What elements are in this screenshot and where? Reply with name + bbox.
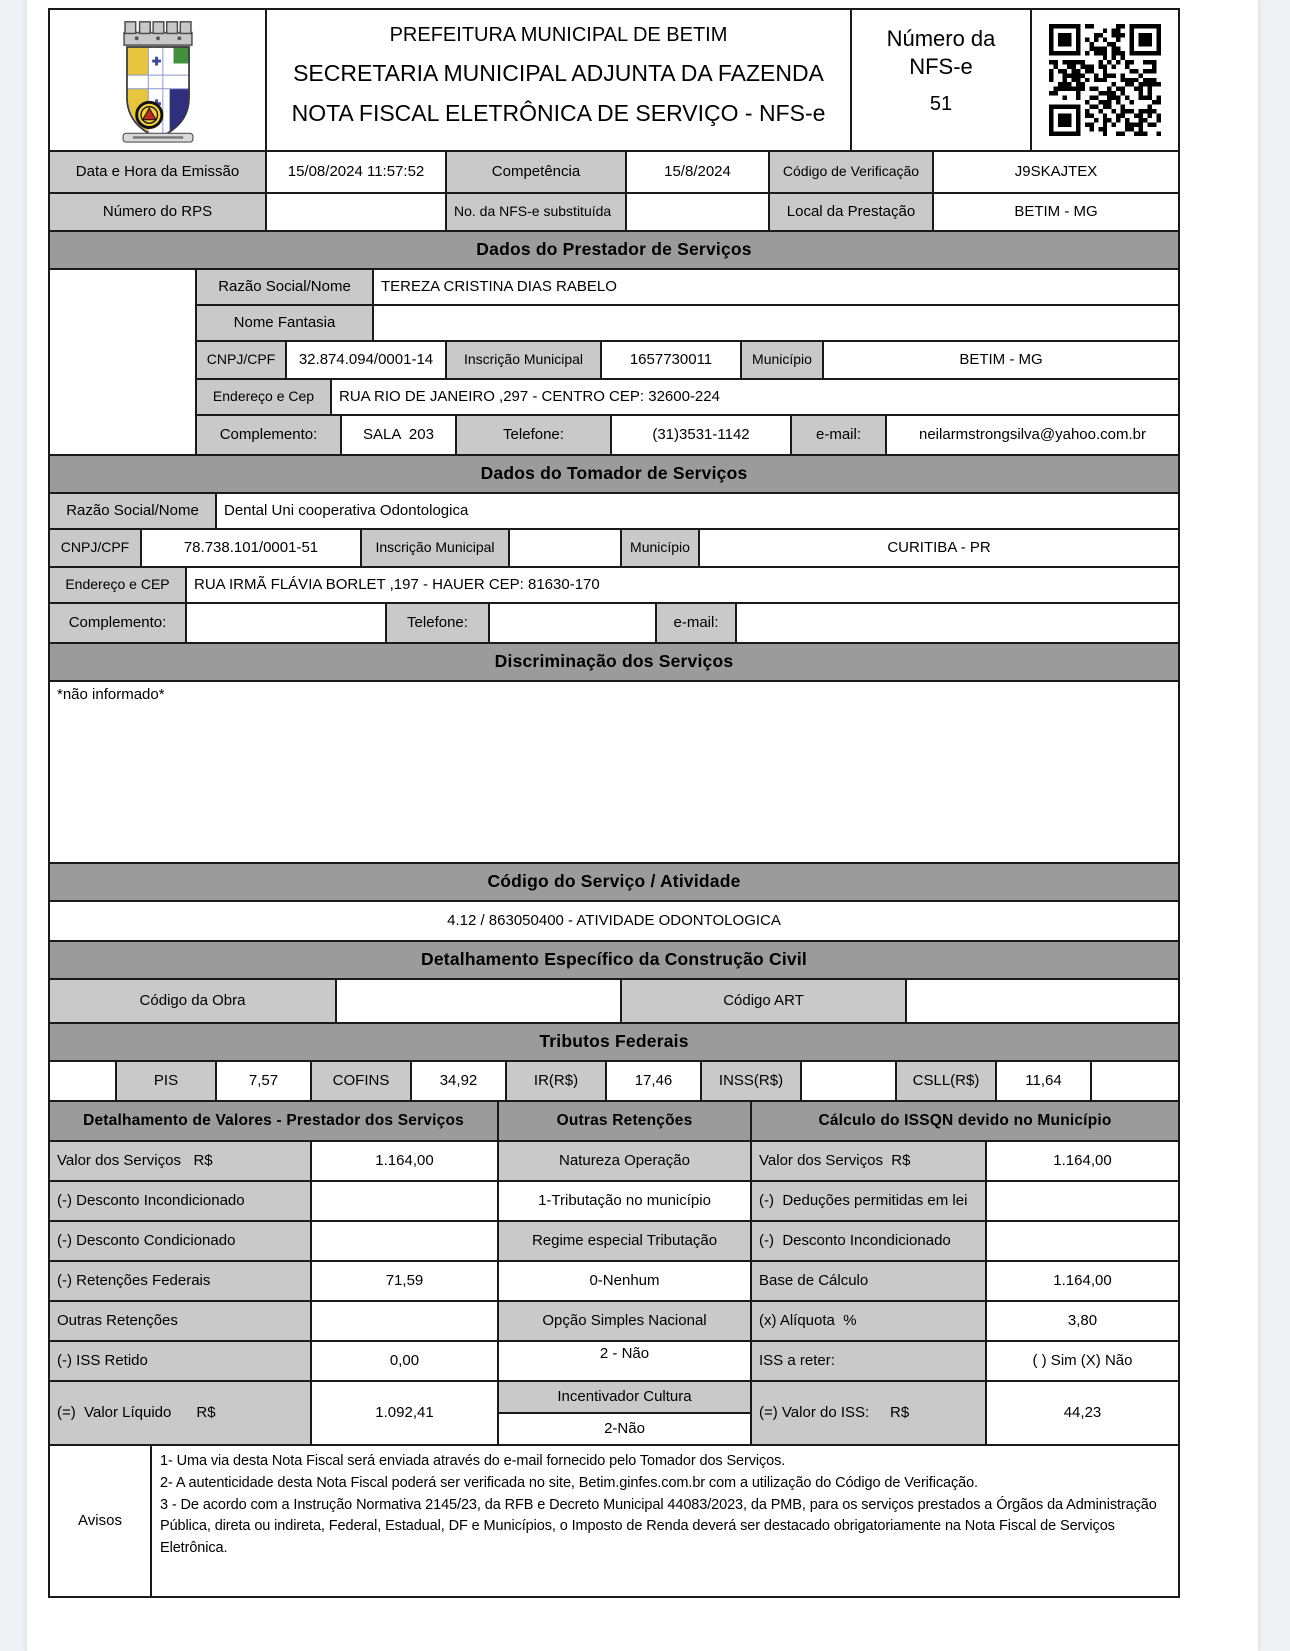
section-title-construcao: Detalhamento Específico da Construção Civil xyxy=(49,941,1179,979)
codigo-obra-value xyxy=(336,979,621,1023)
header-row xyxy=(49,9,1179,151)
inss-value xyxy=(801,1061,896,1101)
prestador-im-label: Inscrição Municipal xyxy=(446,341,601,379)
prestador-fantasia-value xyxy=(373,305,1179,341)
valores-row-6 xyxy=(49,1341,1179,1381)
valores-row-2 xyxy=(49,1181,1179,1221)
prestador-cnpj-value: 32.874.094/0001-14 xyxy=(286,341,446,379)
valor-liquido-label: (=) Valor Líquido R$ xyxy=(49,1381,311,1445)
desconto-incondicionado-label: (-) Desconto Incondicionado xyxy=(49,1181,311,1221)
tributos-spacer xyxy=(49,1061,116,1101)
pis-value: 7,57 xyxy=(216,1061,311,1101)
section-title-prestador: Dados do Prestador de Serviços xyxy=(49,231,1179,269)
natureza-operacao-value: 1-Tributação no município xyxy=(498,1181,751,1221)
prestador-telefone-label: Telefone: xyxy=(456,415,611,455)
document-page xyxy=(27,0,1258,1651)
title-line-2: SECRETARIA MUNICIPAL ADJUNTA DA FAZENDA xyxy=(293,60,824,86)
tomador-telefone-value xyxy=(489,603,656,643)
nfse-number-label: Número da NFS-e xyxy=(886,26,996,79)
qr-code-icon xyxy=(1049,24,1161,136)
base-calculo-value: 1.164,00 xyxy=(986,1261,1179,1301)
natureza-operacao-label: Natureza Operação xyxy=(498,1141,751,1181)
desconto-condicionado-label: (-) Desconto Condicionado xyxy=(49,1221,311,1261)
opcao-simples-value: 2 - Não xyxy=(498,1341,751,1381)
desconto-incondicionado-value xyxy=(311,1181,498,1221)
competencia-value: 15/8/2024 xyxy=(626,151,769,193)
tomador-municipio-value: CURITIBA - PR xyxy=(699,529,1179,567)
prestador-complemento-value: SALA 203 xyxy=(341,415,456,455)
tomador-endereco-label: Endereço e CEP xyxy=(49,567,186,603)
deducoes-value xyxy=(986,1181,1179,1221)
prestador-cnpj-label: CNPJ/CPF xyxy=(196,341,286,379)
valores-header-row xyxy=(49,1101,1179,1141)
prestador-razao-label: Razão Social/Nome xyxy=(196,269,373,305)
nfse-number-cell xyxy=(851,9,1031,151)
prestador-complemento-label: Complemento: xyxy=(196,415,341,455)
valor-iss-label: (=) Valor do ISS: R$ xyxy=(751,1381,986,1445)
base-calculo-label: Base de Cálculo xyxy=(751,1261,986,1301)
cofins-label: COFINS xyxy=(311,1061,411,1101)
aliquota-value: 3,80 xyxy=(986,1301,1179,1341)
issqn-valor-servicos-label: Valor dos Serviços R$ xyxy=(751,1141,986,1181)
prestador-endereco-value: RUA RIO DE JANEIRO ,297 - CENTRO CEP: 32600-224 xyxy=(331,379,1179,415)
prestador-email-value: neilarmstrongsilva@yahoo.com.br xyxy=(886,415,1179,455)
codigo-servico-value: 4.12 / 863050400 - ATIVIDADE ODONTOLOGICA xyxy=(49,901,1179,941)
valores-header-right: Cálculo do ISSQN devido no Município xyxy=(751,1101,1179,1141)
aviso-line-1: 1- Uma via desta Nota Fiscal será enviada através do e-mail fornecido pelo Tomador dos Serviços. xyxy=(160,1453,786,1469)
competencia-label: Competência xyxy=(446,151,626,193)
substituida-value xyxy=(626,193,769,231)
tomador-email-value xyxy=(736,603,1179,643)
aviso-line-3: 3 - De acordo com a Instrução Normativa 2145/23, da RFB e Decreto Municipal 44083/2023, da PMB, para os serviços prestados a Órgãos da Administração Pública, direta ou indireta, Federal, Estadual, DF e Municípios, o Imposto de Renda deverá ser destacado obrigatoriamente na Nota Fiscal de Serviços Eletrônica. xyxy=(160,1496,1157,1556)
tomador-razao-value: Dental Uni cooperativa Odontologica xyxy=(216,493,1179,529)
prestador-fantasia-label: Nome Fantasia xyxy=(196,305,373,341)
regime-especial-label: Regime especial Tributação xyxy=(498,1221,751,1261)
nfse-document xyxy=(48,8,1180,1598)
iss-a-reter-label: ISS a reter: xyxy=(751,1341,986,1381)
codigo-art-label: Código ART xyxy=(621,979,906,1023)
crest-cell xyxy=(49,9,266,151)
valores-header-middle: Outras Retenções xyxy=(498,1101,751,1141)
tomador-telefone-label: Telefone: xyxy=(386,603,489,643)
prestador-block xyxy=(49,269,1179,455)
iss-retido-label: (-) ISS Retido xyxy=(49,1341,311,1381)
tomador-municipio-label: Município xyxy=(621,529,699,567)
valores-row-3 xyxy=(49,1221,1179,1261)
meta-row-2 xyxy=(49,193,1179,231)
opcao-simples-label: Opção Simples Nacional xyxy=(498,1301,751,1341)
tomador-complemento-label: Complemento: xyxy=(49,603,186,643)
verificacao-value: J9SKAJTEX xyxy=(933,151,1179,193)
tomador-im-value xyxy=(509,529,621,567)
prestador-endereco-label: Endereço e Cep xyxy=(196,379,331,415)
valores-header-left: Detalhamento de Valores - Prestador dos Serviços xyxy=(49,1101,498,1141)
avisos-text-block xyxy=(151,1445,1179,1597)
emissao-value: 15/08/2024 11:57:52 xyxy=(266,151,446,193)
cofins-value: 34,92 xyxy=(411,1061,506,1101)
valor-servicos-label: Valor dos Serviços R$ xyxy=(49,1141,311,1181)
outras-retencoes-value xyxy=(311,1301,498,1341)
regime-especial-value: 0-Nenhum xyxy=(498,1261,751,1301)
title-line-3: NOTA FISCAL ELETRÔNICA DE SERVIÇO - NFS-e xyxy=(291,99,826,126)
pis-label: PIS xyxy=(116,1061,216,1101)
tomador-im-label: Inscrição Municipal xyxy=(361,529,509,567)
betim-coat-of-arms-icon xyxy=(109,16,207,144)
tomador-cnpj-value: 78.738.101/0001-51 xyxy=(141,529,361,567)
ir-label: IR(R$) xyxy=(506,1061,606,1101)
retencoes-federais-value: 71,59 xyxy=(311,1261,498,1301)
qr-cell xyxy=(1031,9,1179,151)
section-title-codigo-servico: Código do Serviço / Atividade xyxy=(49,863,1179,901)
section-title-tributos: Tributos Federais xyxy=(49,1023,1179,1061)
prestador-email-label: e-mail: xyxy=(791,415,886,455)
tributos-row xyxy=(49,1061,1179,1101)
prestador-logo-space xyxy=(49,269,196,455)
prestador-municipio-value: BETIM - MG xyxy=(823,341,1179,379)
section-title-tomador: Dados do Tomador de Serviços xyxy=(49,455,1179,493)
tomador-razao-label: Razão Social/Nome xyxy=(49,493,216,529)
meta-row-1 xyxy=(49,151,1179,193)
local-prestacao-value: BETIM - MG xyxy=(933,193,1179,231)
issqn-valor-servicos-value: 1.164,00 xyxy=(986,1141,1179,1181)
tomador-endereco-value: RUA IRMÃ FLÁVIA BORLET ,197 - HAUER CEP: 81630-170 xyxy=(186,567,1179,603)
tomador-cnpj-label: CNPJ/CPF xyxy=(49,529,141,567)
retencoes-federais-label: (-) Retenções Federais xyxy=(49,1261,311,1301)
section-title-discriminacao: Discriminação dos Serviços xyxy=(49,643,1179,681)
avisos-label: Avisos xyxy=(49,1445,151,1597)
incentivador-cultura-value: 2-Não xyxy=(498,1413,751,1445)
deducoes-label: (-) Deduções permitidas em lei xyxy=(751,1181,986,1221)
aviso-line-2: 2- A autenticidade desta Nota Fiscal poderá ser verificada no site, Betim.ginfes.com.br com a utilização do Código de Verificação. xyxy=(160,1474,978,1491)
valores-row-5 xyxy=(49,1301,1179,1341)
issqn-desconto-incondicionado-value xyxy=(986,1221,1179,1261)
tomador-email-label: e-mail: xyxy=(656,603,736,643)
discriminacao-text: *não informado* xyxy=(49,681,1179,863)
tributos-spacer-end xyxy=(1091,1061,1179,1101)
csll-value: 11,64 xyxy=(996,1061,1091,1101)
valor-iss-value: 44,23 xyxy=(986,1381,1179,1445)
csll-label: CSLL(R$) xyxy=(896,1061,996,1101)
prestador-razao-value: TEREZA CRISTINA DIAS RABELO xyxy=(373,269,1179,305)
valores-row-7 xyxy=(49,1381,1179,1445)
rps-value xyxy=(266,193,446,231)
nfse-number-value: 51 xyxy=(929,93,953,115)
avisos-row xyxy=(49,1445,1179,1597)
ir-value: 17,46 xyxy=(606,1061,701,1101)
desconto-condicionado-value xyxy=(311,1221,498,1261)
codigo-obra-label: Código da Obra xyxy=(49,979,336,1023)
title-line-1: PREFEITURA MUNICIPAL DE BETIM xyxy=(389,24,728,46)
prestador-telefone-value: (31)3531-1142 xyxy=(611,415,791,455)
valor-servicos-value: 1.164,00 xyxy=(311,1141,498,1181)
valor-liquido-value: 1.092,41 xyxy=(311,1381,498,1445)
header-title-cell xyxy=(266,9,851,151)
verificacao-label: Código de Verificação xyxy=(769,151,933,193)
local-prestacao-label: Local da Prestação xyxy=(769,193,933,231)
valores-row-1 xyxy=(49,1141,1179,1181)
aliquota-label: (x) Alíquota % xyxy=(751,1301,986,1341)
emissao-label: Data e Hora da Emissão xyxy=(49,151,266,193)
issqn-desconto-incondicionado-label: (-) Desconto Incondicionado xyxy=(751,1221,986,1261)
iss-a-reter-value: ( ) Sim (X) Não xyxy=(986,1341,1179,1381)
valores-row-4 xyxy=(49,1261,1179,1301)
codigo-art-value xyxy=(906,979,1179,1023)
outras-retencoes-label: Outras Retenções xyxy=(49,1301,311,1341)
prestador-im-value: 1657730011 xyxy=(601,341,741,379)
rps-label: Número do RPS xyxy=(49,193,266,231)
inss-label: INSS(R$) xyxy=(701,1061,801,1101)
iss-retido-value: 0,00 xyxy=(311,1341,498,1381)
incentivador-cultura-label: Incentivador Cultura xyxy=(498,1381,751,1413)
tomador-complemento-value xyxy=(186,603,386,643)
incentivador-cultura-stack xyxy=(498,1381,751,1445)
prestador-municipio-label: Município xyxy=(741,341,823,379)
substituida-label: No. da NFS-e substituída xyxy=(446,193,626,231)
